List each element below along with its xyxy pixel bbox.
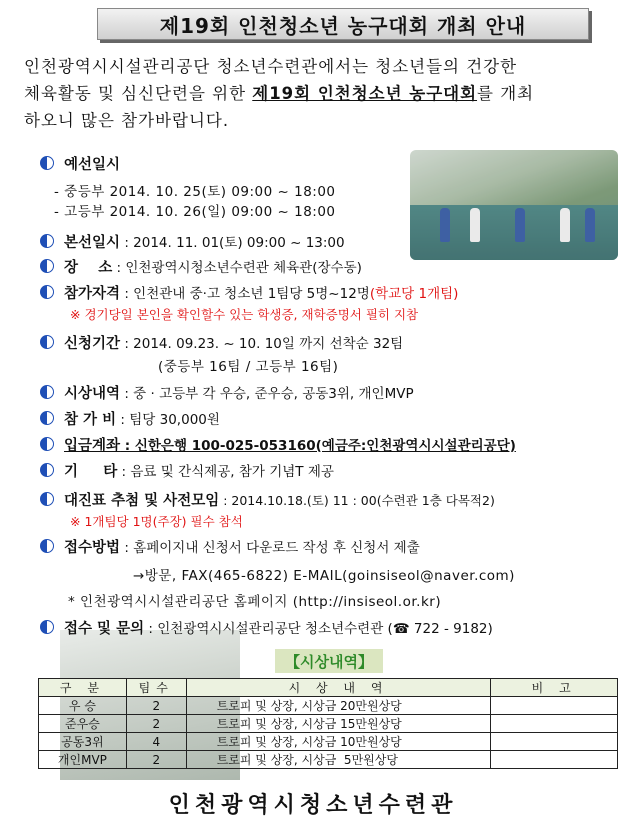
half-circle-bullet-icon (40, 463, 54, 477)
intro-line (24, 80, 614, 107)
player-figure (585, 208, 595, 242)
awards-value: : 중 · 고등부 각 우승, 준우승, 공동3위, 개인MVP (120, 386, 414, 402)
apply-row (40, 536, 420, 557)
table-row (39, 733, 618, 751)
event-name-highlight: 제19회 인천청소년 농구대회 (252, 84, 478, 103)
header-teams: 팀수 (126, 679, 186, 697)
prelim-row (40, 153, 120, 174)
venue-label: 장 소 (64, 260, 113, 276)
period-row (40, 332, 403, 353)
intro-text: 체육활동 및 심신단련을 위한 (24, 84, 253, 103)
eligibility-value: : 인천관내 중·고 청소년 1팀당 5명~12명 (120, 286, 370, 302)
player-figure (470, 208, 480, 242)
table-cell: 2 (126, 751, 186, 769)
prelim-high: - 고등부 2014. 10. 26(일) 09:00 ~ 18:00 (54, 204, 336, 220)
venue-row (40, 256, 362, 277)
half-circle-bullet-icon (40, 385, 54, 399)
homepage-line: * 인천광역시시설관리공단 홈페이지 (http://insiseol.or.kr) (68, 594, 442, 610)
fee-row (40, 408, 220, 429)
contact-value: : 인천광역시시설관리공단 청소년수련관 (☎ 722 - 9182) (144, 621, 493, 637)
prize-table-title: 【시상내역】 (275, 649, 383, 673)
half-circle-bullet-icon (40, 285, 54, 299)
fee-value: : 팀당 30,000원 (116, 412, 220, 428)
draw-value: : 2014.10.18.(토) 11 : 00(수련관 1층 다목적2) (219, 493, 495, 508)
half-circle-bullet-icon (40, 620, 54, 634)
etc-row (40, 460, 334, 481)
prelim-label: 예선일시 (64, 157, 121, 173)
eligibility-row (40, 282, 458, 303)
account-label: 입금계좌 (64, 438, 121, 454)
half-circle-bullet-icon (40, 492, 54, 506)
table-cell: 4 (126, 733, 186, 751)
account-row (40, 434, 516, 455)
etc-label: 기 타 (64, 464, 118, 480)
table-cell: 공동3위 (39, 733, 127, 751)
prelim-middle: - 중등부 2014. 10. 25(토) 09:00 ~ 18:00 (54, 184, 336, 200)
prize-table (38, 678, 618, 769)
draw-note: ※ 1개팀당 1명(주장) 필수 참석 (70, 514, 243, 529)
player-figure (515, 208, 525, 242)
table-cell: 2 (126, 715, 186, 733)
table-cell: 우 승 (39, 697, 127, 715)
table-row (39, 697, 618, 715)
table-cell: 2 (126, 697, 186, 715)
awards-label: 시상내역 (64, 386, 121, 402)
half-circle-bullet-icon (40, 437, 54, 451)
header-remarks: 비 고 (491, 679, 618, 697)
period-sub: (중등부 16팀 / 고등부 16팀) (158, 359, 339, 375)
half-circle-bullet-icon (40, 539, 54, 553)
intro-paragraph (24, 53, 614, 134)
half-circle-bullet-icon (40, 156, 54, 170)
apply-label: 접수방법 (64, 540, 121, 556)
table-cell (491, 733, 618, 751)
account-value: : 신한은행 100-025-053160(예금주:인천광역시시설관리공단) (120, 438, 516, 454)
table-cell: 트로피 및 상장, 시상금 15만원상당 (186, 715, 491, 733)
table-row (39, 715, 618, 733)
final-label: 본선일시 (64, 235, 121, 251)
table-cell (491, 697, 618, 715)
table-row (39, 751, 618, 769)
eligibility-red-note: (학교당 1개팀) (369, 286, 459, 302)
final-value: : 2014. 11. 01(토) 09:00 ~ 13:00 (120, 235, 345, 251)
table-cell (491, 751, 618, 769)
draw-label: 대진표 추첨 및 사전모임 (64, 493, 220, 509)
player-figure (440, 208, 450, 242)
page-title: 제19회 인천청소년 농구대회 개최 안내 (159, 13, 527, 38)
half-circle-bullet-icon (40, 335, 54, 349)
contact-row (40, 617, 493, 638)
table-cell: 개인MVP (39, 751, 127, 769)
table-cell: 트로피 및 상장, 시상금 10만원상당 (186, 733, 491, 751)
organizer-footer: 인천광역시청소년수련관 (168, 793, 458, 818)
title-banner (97, 8, 589, 40)
table-cell: 트로피 및 상장, 시상금 5만원상당 (186, 751, 491, 769)
prize-table-header (39, 679, 618, 697)
table-cell: 준우승 (39, 715, 127, 733)
intro-line: 인천광역시시설관리공단 청소년수련관에서는 청소년들의 건강한 (24, 57, 518, 76)
fee-label: 참 가 비 (64, 412, 117, 428)
etc-value: : 음료 및 간식제공, 참가 기념T 제공 (117, 464, 334, 480)
player-figure (560, 208, 570, 242)
period-label: 신청기간 (64, 336, 121, 352)
basketball-photo (410, 150, 618, 260)
intro-line: 하오니 많은 참가바랍니다. (24, 111, 230, 130)
half-circle-bullet-icon (40, 411, 54, 425)
table-cell (491, 715, 618, 733)
half-circle-bullet-icon (40, 259, 54, 273)
intro-text: 를 개최 (477, 84, 535, 103)
table-cell: 트로피 및 상장, 시상금 20만원상당 (186, 697, 491, 715)
header-awards: 시 상 내 역 (186, 679, 491, 697)
period-value: : 2014. 09.23. ~ 10. 10일 까지 선착순 32팀 (120, 336, 404, 352)
eligibility-label: 참가자격 (64, 286, 121, 302)
awards-row (40, 382, 414, 403)
half-circle-bullet-icon (40, 234, 54, 248)
final-row (40, 231, 345, 252)
draw-row (40, 489, 495, 510)
venue-value: : 인천광역시청소년수련관 체육관(장수동) (112, 260, 362, 276)
contact-label: 접수 및 문의 (64, 621, 145, 637)
apply-value: : 홈페이지내 신청서 다운로드 작성 후 신청서 제출 (120, 540, 420, 556)
eligibility-note: ※ 경기당일 본인을 확인할수 있는 학생증, 재학증명서 필히 지참 (70, 307, 419, 322)
apply-contact-line: →방문, FAX(465-6822) E-MAIL(goinsiseol@naver.com) (133, 568, 515, 584)
header-category: 구 분 (39, 679, 127, 697)
